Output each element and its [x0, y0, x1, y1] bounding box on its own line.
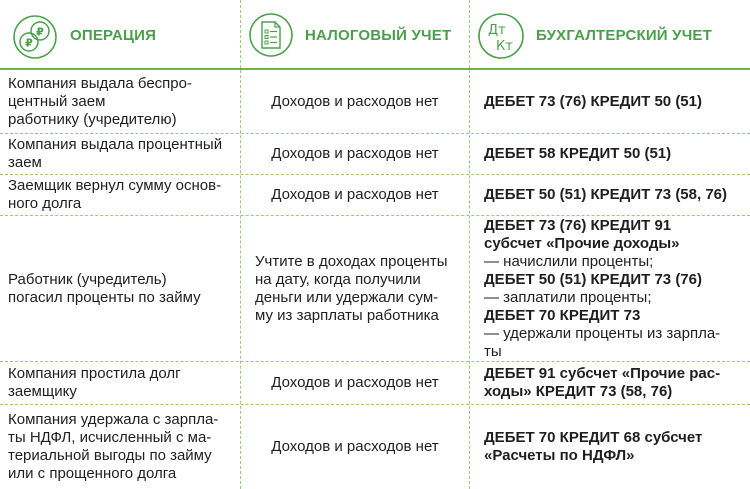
- entry-line: ДЕБЕТ 91 субсчет «Прочие рас-: [484, 365, 721, 382]
- operation-cell: Компания выдала процентный заем: [8, 136, 223, 171]
- entry-line: ходы» КРЕДИТ 73 (58, 76): [484, 383, 673, 400]
- accounting-cell: [484, 175, 746, 215]
- entry-note: — удержали проценты из зарпла-: [484, 324, 721, 342]
- credit-label: Кт: [496, 39, 513, 54]
- column-header-operation: ОПЕРАЦИЯ: [70, 26, 157, 44]
- entry-line: ДЕБЕТ 73 (76) КРЕДИТ 50 (51): [484, 92, 702, 110]
- entry-line: субсчет «Прочие доходы»: [484, 234, 680, 252]
- table-row: [0, 134, 750, 174]
- entry-line: ДЕБЕТ 50 (51) КРЕДИТ 73 (58, 76): [484, 186, 728, 203]
- svg-text:₽: ₽: [25, 36, 33, 50]
- entry-line: ДЕБЕТ 70 КРЕДИТ 73: [484, 306, 641, 324]
- accounting-cell: [484, 134, 746, 174]
- entry-line: ДЕБЕТ 58 КРЕДИТ 50 (51): [484, 145, 672, 162]
- document-icon: [248, 12, 294, 63]
- tax-cell: Доходов и расходов нет: [271, 145, 439, 162]
- tax-cell: Доходов и расходов нет: [271, 438, 439, 455]
- table-row: [0, 70, 750, 133]
- accounting-cell: [484, 362, 746, 404]
- table-row: [0, 405, 750, 489]
- entry-note: — начислили проценты;: [484, 252, 654, 270]
- operation-cell: Заемщик вернул сумму основ- ного долга: [8, 177, 222, 212]
- svg-text:₽: ₽: [36, 25, 44, 39]
- accounting-cell: [484, 70, 746, 133]
- tax-cell: Доходов и расходов нет: [271, 92, 439, 110]
- tax-cell: Доходов и расходов нет: [271, 374, 439, 391]
- operation-cell: Компания выдала беспро- центный заем работнику (учредителю): [8, 74, 192, 128]
- entry-line: ДЕБЕТ 50 (51) КРЕДИТ 73 (76): [484, 270, 702, 288]
- table-header: [0, 0, 750, 70]
- coins-icon: [12, 14, 58, 65]
- entry-line: ДЕБЕТ 70 КРЕДИТ 68 субсчет: [484, 429, 703, 446]
- operation-cell: Компания простила долг заемщику: [8, 365, 181, 400]
- entry-note: ты: [484, 342, 502, 360]
- entry-line: «Расчеты по НДФЛ»: [484, 447, 635, 464]
- table-row: [0, 362, 750, 404]
- tax-cell: Учтите в доходах проценты на дату, когда получили деньги или удержали сум- му из зарплаты работника: [255, 252, 448, 324]
- column-header-tax: НАЛОГОВЫЙ УЧЕТ: [305, 26, 452, 44]
- debit-credit-icon: [477, 12, 525, 65]
- operation-cell: Компания удержала с зарпла- ты НДФЛ, исчисленный с ма- териальной выгоды по займу или с прощенного долга: [8, 411, 219, 482]
- accounting-cell: [484, 216, 746, 361]
- table-row: [0, 175, 750, 215]
- accounting-cell: [484, 405, 746, 489]
- tax-cell: Доходов и расходов нет: [271, 186, 439, 203]
- entry-line: ДЕБЕТ 73 (76) КРЕДИТ 91: [484, 216, 672, 234]
- operation-cell: Работник (учредитель) погасил проценты по займу: [8, 270, 201, 306]
- table-row: [0, 216, 750, 361]
- column-header-accounting: БУХГАЛТЕРСКИЙ УЧЕТ: [536, 26, 712, 44]
- entry-note: — заплатили проценты;: [484, 288, 652, 306]
- debit-label: Дт: [488, 23, 506, 38]
